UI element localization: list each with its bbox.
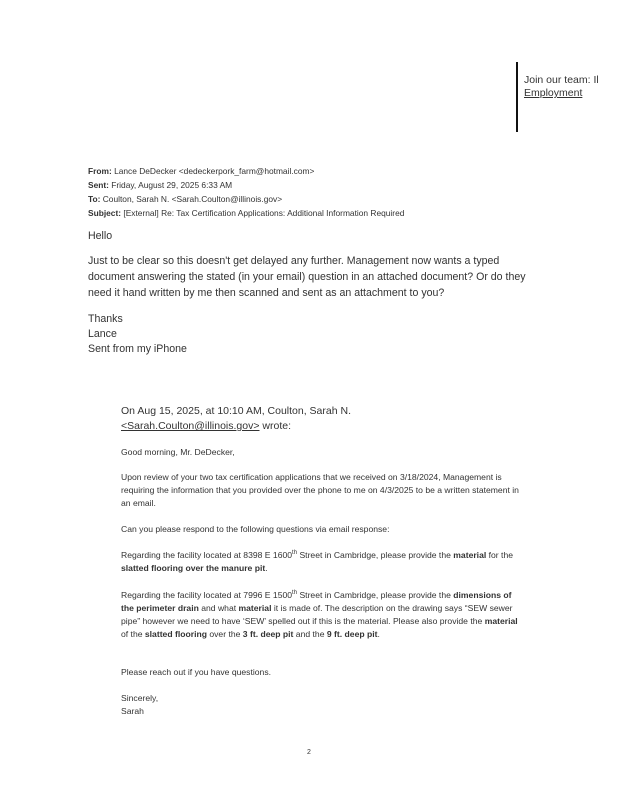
- subject-value: [External] Re: Tax Certification Applications: Additional Information Required: [123, 208, 405, 218]
- sent-value: Friday, August 29, 2025 6:33 AM: [111, 180, 233, 190]
- sarah-email-link[interactable]: <Sarah.Coulton@illinois.gov>: [121, 420, 260, 432]
- quoted-para4: Regarding the facility located at 7996 E 1500th Street in Cambridge, please provide the dimensions of the perimeter drain and what material it is made of. The description on the drawing says “SEW sewer pipe” however we need to have ‘SEW’ spelled out if this is the material. Please also provide the material of the slatted flooring over the 3 ft. deep pit and the 9 ft. deep pit.: [121, 589, 518, 639]
- quoted-para2: Can you please respond to the following questions via email response:: [121, 524, 390, 534]
- reply-paragraph: Just to be clear so this doesn't get delayed any further. Management now wants a typed document answering the stated (in your email) question in an attached document? Or do they need it hand written by me then scanned and sent as an attachment to you?: [88, 255, 526, 299]
- quoted-signoff-name: Sarah: [121, 706, 144, 716]
- employment-link[interactable]: Employment: [524, 87, 583, 99]
- quoted-intro-line1: On Aug 15, 2025, at 10:10 AM, Coulton, Sarah N.: [121, 405, 351, 417]
- subject-line: Subject: [External] Re: Tax Certification Applications: Additional Information Required: [88, 208, 405, 218]
- reply-closing: Thanks: [88, 313, 123, 325]
- quoted-para3: Regarding the facility located at 8398 E 1600th Street in Cambridge, please provide the material for the slatted flooring over the manure pit.: [121, 549, 514, 573]
- sidebar-note-text: Join our team: Il: [524, 74, 599, 86]
- to-value: Coulton, Sarah N. <Sarah.Coulton@illinois.gov>: [102, 194, 283, 204]
- email-header: [88, 164, 558, 220]
- quoted-salutation: Good morning, Mr. DeDecker,: [121, 447, 235, 457]
- page-number: 2: [307, 749, 311, 756]
- quoted-intro: [121, 404, 521, 434]
- reply-greeting: Hello: [88, 230, 113, 242]
- quoted-signoff: Sincerely,: [121, 693, 159, 703]
- sent-line: Sent: Friday, August 29, 2025 6:33 AM: [88, 180, 233, 190]
- from-value: Lance DeDecker <dedeckerpork_farm@hotmail.com>: [114, 166, 315, 176]
- quoted-intro-line2: <Sarah.Coulton@illinois.gov> wrote:: [121, 420, 292, 432]
- quoted-para5: Please reach out if you have questions.: [121, 667, 272, 677]
- reply-name: Lance: [88, 328, 117, 340]
- quoted-para1: Upon review of your two tax certification applications that we received on 3/18/2024, Management is requiring the information that you provided over the phone to me on 4/3/2025 to be a written statement in an email.: [121, 472, 519, 508]
- sidebar-note: [516, 62, 618, 132]
- from-line: From: Lance DeDecker <dedeckerpork_farm@hotmail.com>: [88, 166, 315, 176]
- reply-signature: Sent from my iPhone: [88, 343, 187, 355]
- to-line: To: Coulton, Sarah N. <Sarah.Coulton@illinois.gov>: [88, 194, 283, 204]
